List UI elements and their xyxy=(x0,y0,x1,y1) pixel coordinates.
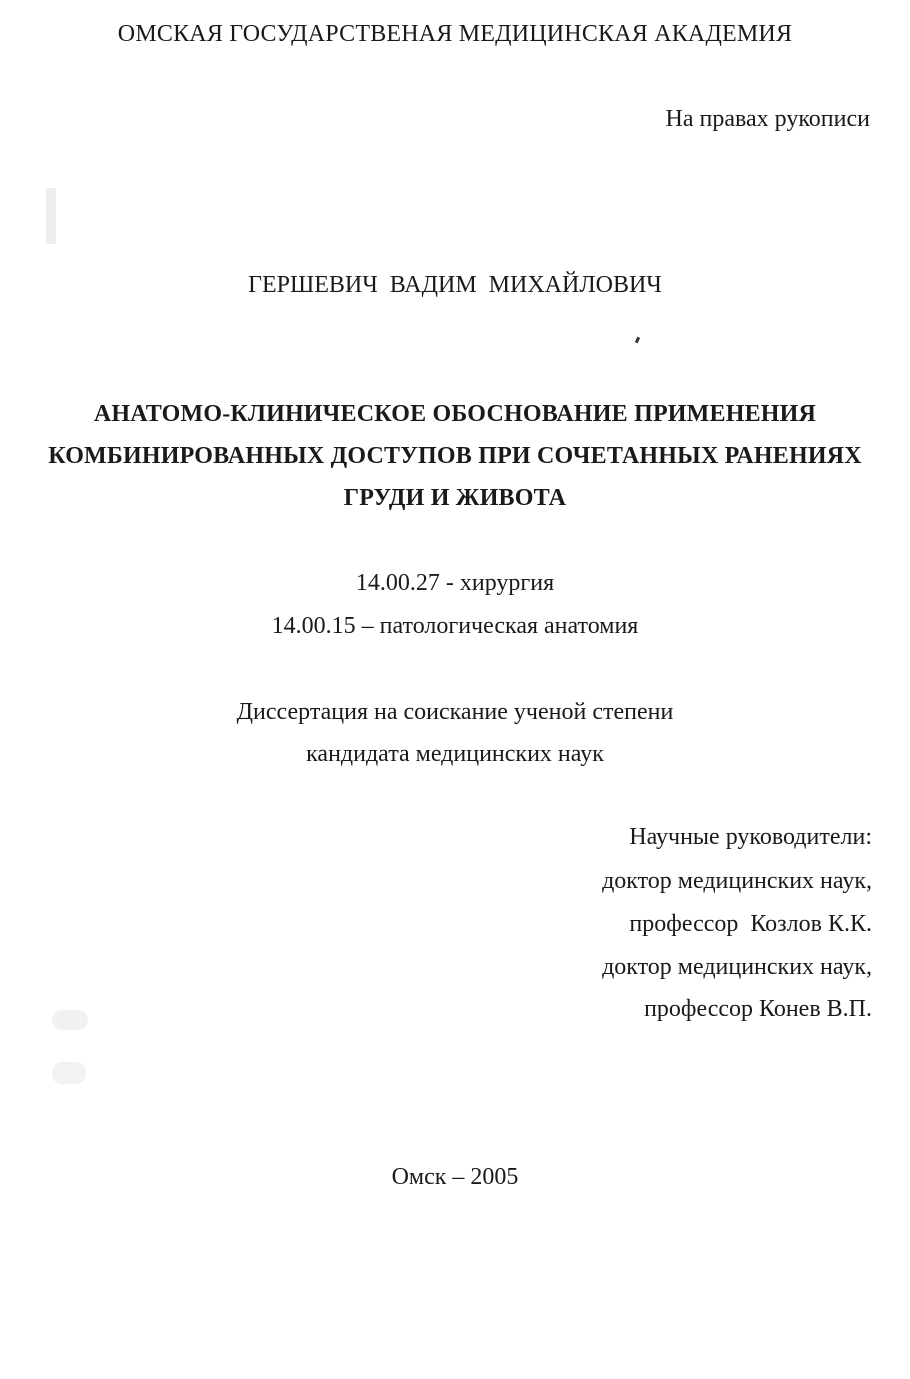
specialty-code: 14.00.15 – патологическая анатомия xyxy=(271,613,639,639)
manuscript-note: На правах рукописи xyxy=(665,106,870,132)
scan-artifact xyxy=(635,337,640,344)
scan-artifact xyxy=(52,1062,86,1084)
degree-statement: кандидата медицинских наук xyxy=(306,741,604,767)
title-line: АНАТОМО-КЛИНИЧЕСКОЕ ОБОСНОВАНИЕ ПРИМЕНЕНИЯ xyxy=(93,401,817,427)
institution-name: ОМСКАЯ ГОСУДАРСТВЕНАЯ МЕДИЦИНСКАЯ АКАДЕМИЯ xyxy=(117,21,793,47)
scan-artifact xyxy=(46,188,56,244)
author-name: ГЕРШЕВИЧ ВАДИМ МИХАЙЛОВИЧ xyxy=(248,272,662,298)
city-year: Омск – 2005 xyxy=(391,1164,519,1190)
supervisor-line: профессор Конев В.П. xyxy=(644,996,872,1022)
supervisor-line: профессор Козлов К.К. xyxy=(629,911,872,937)
specialty-code: 14.00.27 - хирургия xyxy=(355,570,555,596)
dissertation-title xyxy=(0,393,910,519)
supervisor-line: доктор медицинских наук, xyxy=(602,954,872,980)
scan-artifact xyxy=(52,1010,88,1030)
degree-statement: Диссертация на соискание ученой степени xyxy=(236,699,674,725)
title-line: ГРУДИ И ЖИВОТА xyxy=(343,485,567,511)
supervisor-line: доктор медицинских наук, xyxy=(602,868,872,894)
title-line: КОМБИНИРОВАННЫХ ДОСТУПОВ ПРИ СОЧЕТАННЫХ РАНЕНИЯХ xyxy=(48,443,862,469)
supervisors-heading: Научные руководители: xyxy=(629,824,872,850)
